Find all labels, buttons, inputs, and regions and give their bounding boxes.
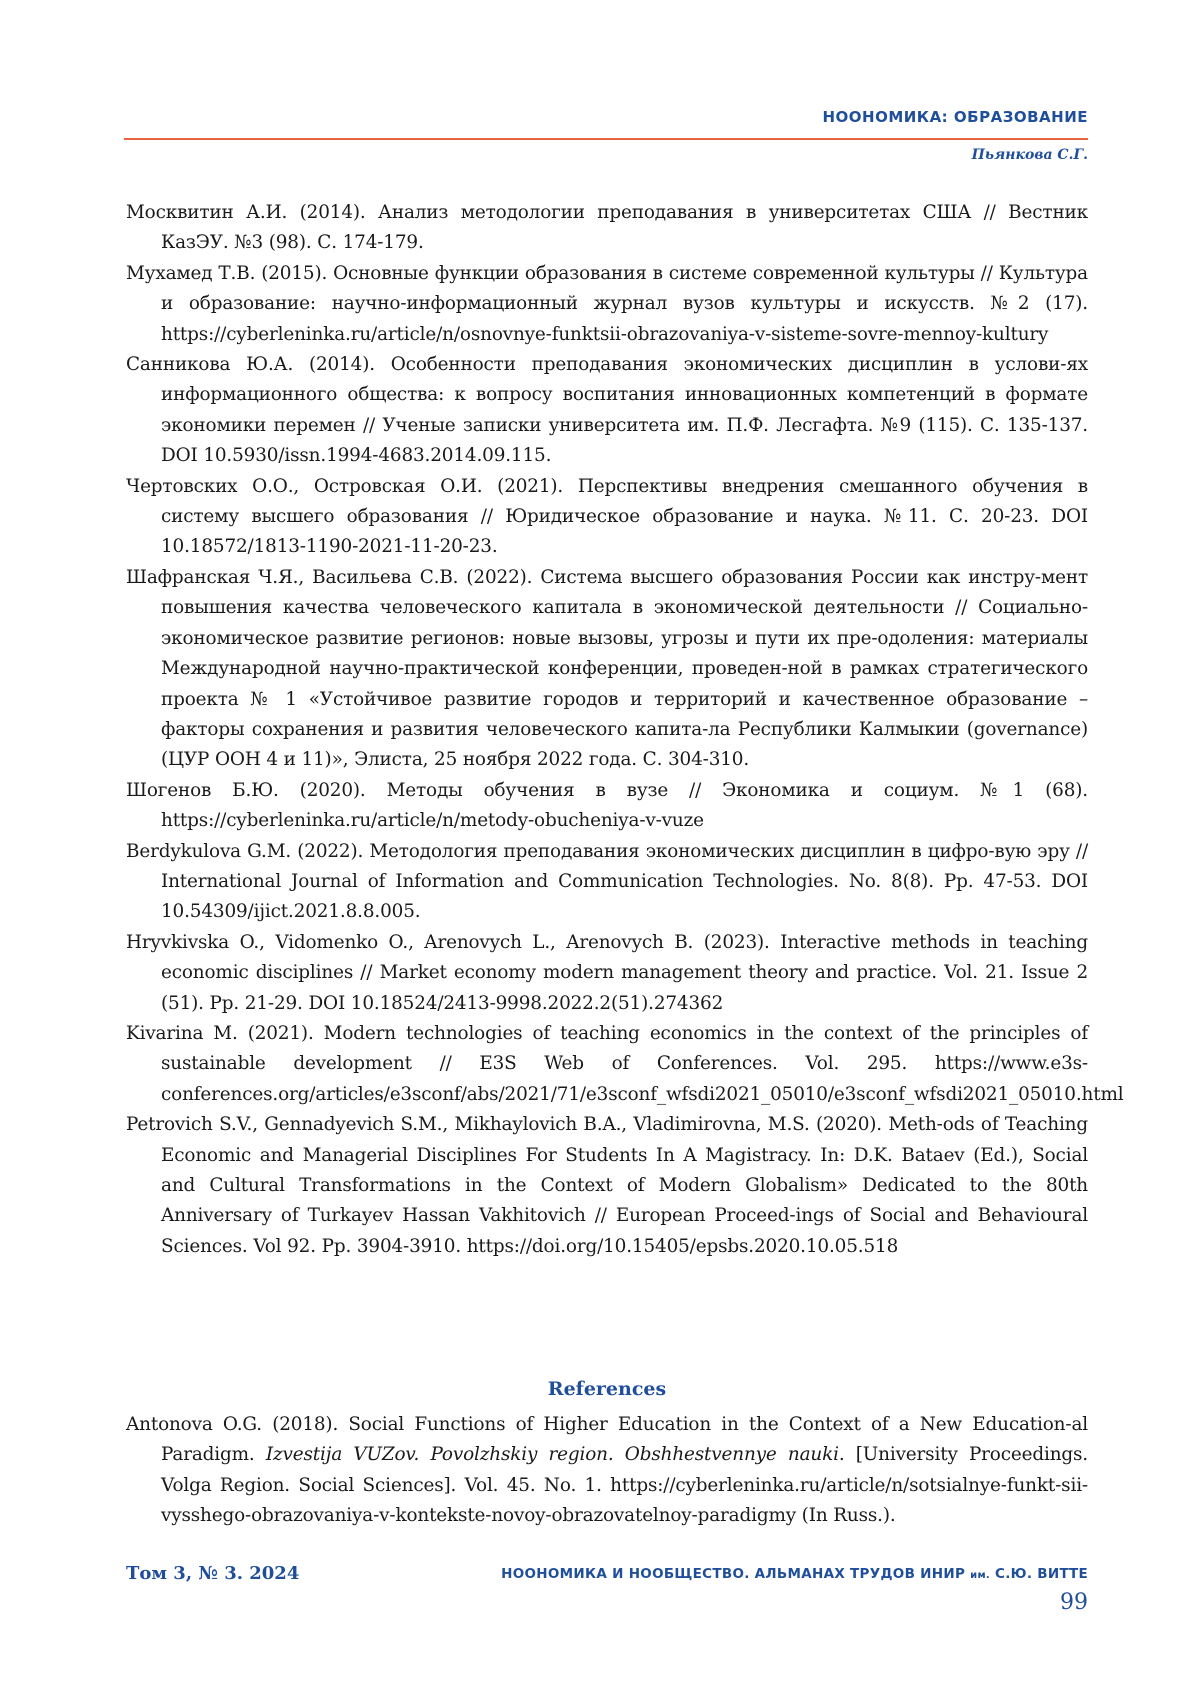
reference-item: Шогенов Б.Ю. (2020). Методы обучения в вузе // Экономика и социум. №1 (68). https://cyberleninka.ru/article/n/metody-obucheniya-v-vuze	[126, 779, 1088, 832]
running-head-section: НООНОМИКА: ОБРАЗОВАНИЕ	[822, 108, 1088, 126]
footer-journal-name-end: С.Ю. ВИТТЕ	[995, 1566, 1088, 1582]
reference-text: Antonova O.G. (2018). Social Functions of Higher Education in the Context of a New Education-al Paradigm.	[126, 1414, 1088, 1466]
footer-issue: Том 3, № 3. 2024	[126, 1563, 300, 1584]
footer-journal-title	[501, 1566, 1088, 1582]
reference-item: Petrovich S.V., Gennadyevich S.M., Mikhaylovich B.A., Vladimirovna, M.S. (2020). Meth-ods of Teaching Economic and Managerial Disciplines For Students In A Magistracy. In: D.K. Bataev (Ed.), Social and Cultural Transformations in the Context of Modern Globalism» Dedicated to the 80th Anniversary of Turkayev Hassan Vakhitovich // European Proceed-ings of Social and Behavioural Sciences. Vol 92. Pp. 3904-3910. https://doi.org/10.15405/epsbs.2020.10.05.518	[126, 1114, 1088, 1257]
reference-item: Шафранская Ч.Я., Васильева С.В. (2022). Система высшего образования России как инстру-мент повышения качества человеческого капитала в экономической деятельности // Социально-экономическое развитие регионов: новые вызовы, угрозы и пути их пре-одоления: материалы Международной научно-практической конференции, проведен-ной в рамках стратегического проекта № 1 «Устойчивое развитие городов и территорий и качественное образование – факторы сохранения и развития человеческого капита-ла Республики Калмыкии (governance) (ЦУР ООН 4 и 11)», Элиста, 25 ноября 2022 года. С. 304-310.	[126, 566, 1088, 771]
header-divider	[124, 138, 1088, 140]
footer-journal-small: им.	[970, 1570, 991, 1581]
references-heading: References	[547, 1378, 667, 1400]
reference-item: Kivarina M. (2021). Modern technologies of teaching economics in the context of the principles of sustainable development // E3S Web of Conferences. Vol. 295. https://www.e3s-conferences.org/articles/e3sconf/abs/2021/71/e3sconf_wfsdi2021_05010/e3sconf_wfsdi2021_05010.html	[126, 1022, 1124, 1105]
reference-journal-title: Izvestija VUZov. Povolzhskiy region. Obshhestvennye nauki	[265, 1444, 839, 1466]
reference-item: Мухамед Т.В. (2015). Основные функции образования в системе современной культуры // Культура и образование: научно-информационный журнал вузов культуры и искусств. №2 (17). https://cyberleninka.ru/article/n/osnovnye-funktsii-obrazovaniya-v-sisteme-sovre-mennoy-kultury	[126, 262, 1088, 345]
reference-text: . [University Proceedings. Volga Region. Social Sciences]. Vol. 45. No. 1. https://cyberleninka.ru/article/n/sotsialnye-funkt-sii-vysshego-obrazovaniya-v-kontekste-novoy-obrazovatelnoy-paradigmy (In Russ.).	[161, 1444, 1089, 1527]
reference-item: Hryvkivska O., Vidomenko O., Arenovych L., Arenovych B. (2023). Interactive methods in teaching economic disciplines // Market economy modern management theory and practice. Vol. 21. Issue 2 (51). Pp. 21-29. DOI 10.18524/2413-9998.2022.2(51).274362	[126, 931, 1088, 1014]
reference-item: Чертовских О.О., Островская О.И. (2021). Перспективы внедрения смешанного обучения в систему высшего образования // Юридическое образование и наука. №11. С. 20-23. DOI 10.18572/1813-1190-2021-11-20-23.	[126, 475, 1088, 558]
footer-journal-name: НООНОМИКА И НООБЩЕСТВО. АЛЬМАНАХ ТРУДОВ ИНИР	[501, 1566, 966, 1582]
reference-list-english	[126, 1410, 1088, 1532]
reference-list-russian	[126, 198, 1124, 1262]
running-head-author: Пьянкова С.Г.	[971, 147, 1088, 163]
reference-item: Москвитин А.И. (2014). Анализ методологии преподавания в университетах США // Вестник КазЭУ. №3 (98). С. 174-179.	[126, 202, 1088, 254]
page-number: 99	[1060, 1590, 1088, 1615]
reference-item: Санникова Ю.А. (2014). Особенности преподавания экономических дисциплин в услови-ях информационного общества: к вопросу воспитания инновационных компетенций в формате экономики перемен // Ученые записки университета им. П.Ф. Лесгафта. №9 (115). С. 135-137. DOI 10.5930/issn.1994-4683.2014.09.115.	[126, 354, 1088, 467]
reference-item	[126, 1410, 1088, 1532]
reference-item: Berdykulova G.M. (2022). Методология преподавания экономических дисциплин в цифро-вую эру // International Journal of Information and Communication Technologies. No. 8(8). Pp. 47-53. DOI 10.54309/ijict.2021.8.8.005.	[126, 840, 1088, 923]
